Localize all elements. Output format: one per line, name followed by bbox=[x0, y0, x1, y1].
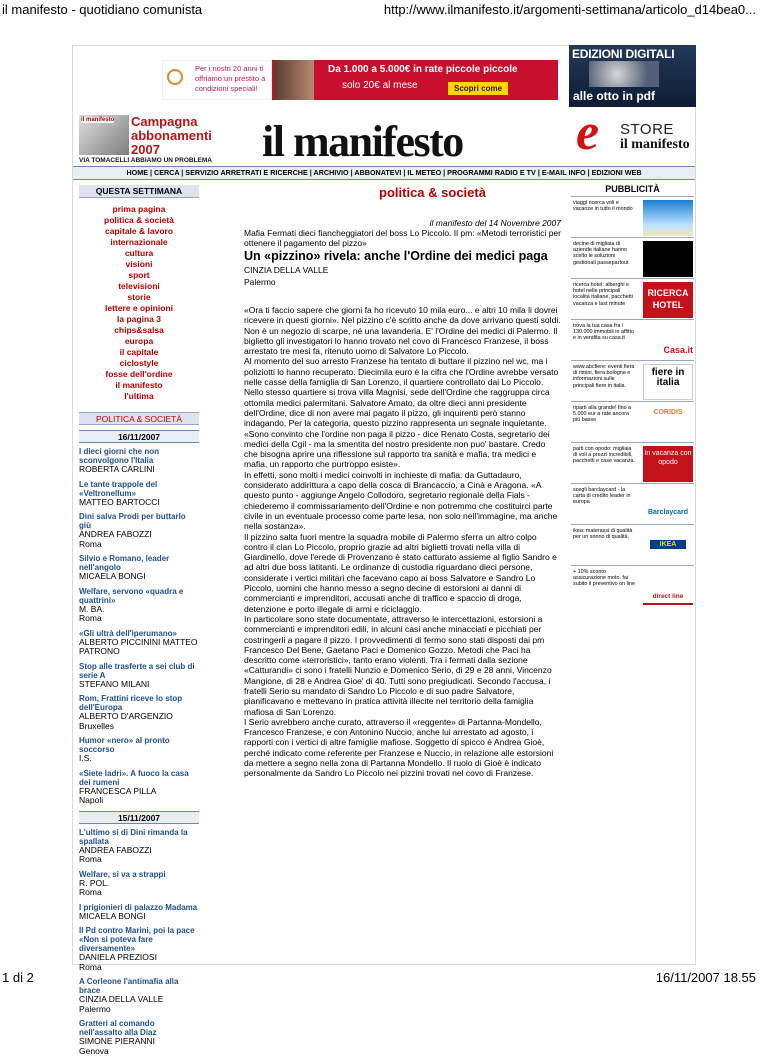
sponsor-ad-text[interactable]: ripartì alla grande! fino a 5.000 eur a rate ancora più basse bbox=[573, 405, 632, 424]
sidebar-section-link[interactable]: cultura bbox=[124, 248, 154, 258]
print-timestamp: 16/11/2007 18.55 bbox=[655, 970, 756, 985]
article-list-item bbox=[79, 662, 199, 690]
fiere-logo-icon[interactable]: fiere in italia bbox=[643, 364, 693, 400]
section-list bbox=[79, 198, 199, 406]
sponsor-ad-text[interactable]: www.abcfiere: eventi fiera di rimini, fiera bologna e informazioni sulle principali fiere in italia. bbox=[573, 364, 635, 389]
sidebar-section-link[interactable]: fosse dell'ordine bbox=[105, 369, 173, 379]
article-source: il manifesto del 14 Novembre 2007 bbox=[429, 218, 561, 228]
sidebar-section-link[interactable]: chips&salsa bbox=[114, 325, 164, 335]
sidebar-section-link[interactable]: il manifesto bbox=[115, 380, 163, 390]
main-nav[interactable]: HOME | CERCA | SERVIZIO ARRETRATI E RICERCHE | ARCHIVIO | ABBONATEVI | IL METEO | PROGRAMMI RADIO E TV | E-MAIL INFO | EDIZIONI WEB bbox=[73, 166, 695, 180]
sponsor-ad-text[interactable]: trova la tua casa fra i 130.000 immobili in affitto e in vendita su casa.it bbox=[573, 323, 635, 342]
directline-logo-icon[interactable]: direct line bbox=[643, 569, 693, 605]
article-author: ROBERTA CARLINI bbox=[79, 464, 155, 474]
article-link[interactable]: I dieci giorni che non sconvolgono l'Italia bbox=[79, 447, 160, 465]
hotel-logo-icon[interactable]: RICERCA HOTEL bbox=[643, 282, 693, 318]
sidebar-subheading: POLITICA & SOCIETÀ bbox=[79, 412, 199, 425]
article-link[interactable]: Humor «nero» al pronto soccorso bbox=[79, 736, 170, 754]
article-list-item bbox=[79, 1019, 199, 1056]
sidebar-section-link[interactable]: televisioni bbox=[118, 281, 160, 291]
sponsor-ad-text[interactable]: viaggi ricerca voli e vacanze in tutto il mondo bbox=[573, 200, 633, 213]
sidebar-section-link[interactable]: capitale & lavoro bbox=[104, 226, 174, 236]
store-e-logo: e bbox=[576, 104, 600, 161]
face-photo-icon bbox=[589, 61, 659, 87]
article-place: Roma bbox=[79, 538, 102, 549]
article-link[interactable]: Welfare, servono «quadra e quattrini» bbox=[79, 586, 184, 605]
sponsor-ad[interactable] bbox=[571, 360, 694, 401]
article-paragraph: I Serio avrebbero anche curato, attraverso il «reggente» di Partanna-Mondello, Francesco Franzese, e con Antonino Nuccio, anche lui arrestato ad agosto, i rapporti con i vertici di altre famiglie mafiose. Soggetto di spicco è Andrea Gioè, perché indicato come referente per Franzese e Nuccio, in relazione alle estorsioni da mettere a segno nella zona di Partanna Mondello. Il ruolo di Gioè è indicato personalmente da Sandro Lo Piccolo nei pizzini trovati nel covo di Franzese. bbox=[244, 716, 554, 779]
coridis-ad-text: Per i nostri 20 anni ti offriamo un prestito a condizioni speciali! bbox=[195, 64, 266, 93]
article-author: DANIELA PREZIOSI bbox=[79, 952, 157, 962]
sponsor-ad[interactable] bbox=[571, 401, 694, 442]
ikea-logo-icon[interactable] bbox=[643, 528, 693, 564]
sponsor-ad-text[interactable]: scegli barclaycard - la carta di credito leader in europa bbox=[573, 487, 631, 506]
sidebar-section-link[interactable]: il capitale bbox=[119, 347, 159, 357]
article-link[interactable]: «Siete ladri». A fuoco la casa dei rumeni bbox=[79, 768, 189, 787]
article-link[interactable]: Gratteri al comando nell'assalto alla Diaz bbox=[79, 1019, 157, 1037]
sidebar bbox=[79, 185, 199, 1061]
article-author: M. BA. bbox=[79, 603, 105, 614]
passepartout-logo-icon[interactable] bbox=[643, 241, 693, 277]
article-place: Napoli bbox=[79, 795, 104, 805]
date-heading: 15/11/2007 bbox=[79, 811, 199, 824]
article-author: MICAELA BONGI bbox=[79, 571, 146, 581]
article-author: ANDREA FABOZZI bbox=[79, 529, 152, 539]
sky-photo-icon[interactable] bbox=[643, 200, 693, 236]
sponsor-ad[interactable] bbox=[571, 442, 694, 483]
article-author: CINZIA DELLA VALLE bbox=[79, 994, 164, 1004]
article-author: R. POL. bbox=[79, 877, 110, 888]
sponsor-ad-text[interactable]: ikea: materassi di qualità per un sonno di qualità. bbox=[573, 528, 633, 541]
building-photo-icon bbox=[79, 115, 129, 155]
ads-list bbox=[571, 196, 694, 606]
article-link[interactable]: Dini salva Prodi per buttarlo giù bbox=[79, 512, 186, 530]
sidebar-section-link[interactable]: internazionale bbox=[110, 237, 168, 247]
loan-ad-line1: Da 1.000 a 5.000€ in rate piccole piccole bbox=[328, 64, 518, 75]
article-list-item bbox=[79, 480, 199, 508]
article-link[interactable]: A Corleone l'antimafia alla brace bbox=[79, 977, 179, 995]
sponsor-ad[interactable] bbox=[571, 483, 694, 524]
article-link[interactable]: I prigionieri di palazzo Madama bbox=[79, 902, 198, 912]
article-paragraph: Al momento del suo arresto Franzese ha tentato di buttare il pizzino nel wc, ma i poliziotti lo hanno recuperato. Diecimila euro è la cifra che l'Ordine avrebbe versato nelle casse della famiglia di San Lorenzo, il quartiere controllato dai Lo Piccolo. Nello stesso quartiere si trova villa Magnisi, sede dell'Ordine che raggruppa circa ottomila medici palermitani. Salvatore Amato, da oltre dieci anni presidente dell'Ordine, dice di non avere mai pagato il pizzo, gli inquirenti però stanno indagando. Per la categoria, questo pizzino rappresenta un segnale inquietante. «Sono convinto che l'ordine non paga il pizzo - dice Renato Costa, segretario dei medici della Cgil - ma la smentita del nostro presidente non puo' bastare. Credo che bisogna aprire una riflessione sul rapporto tra sanità e mafia, tra medici e mafia, un rapporto che purtroppo esiste». bbox=[244, 356, 559, 470]
article-place: Roma bbox=[79, 961, 102, 972]
article-list-item bbox=[79, 587, 199, 624]
article-author: MICAELA BONGI bbox=[79, 910, 146, 921]
opodo-logo-icon[interactable]: In vacanza con opodo bbox=[643, 446, 693, 482]
casa-logo-icon[interactable]: Casa.it bbox=[643, 323, 693, 359]
ikea-label: IKEA bbox=[650, 540, 686, 549]
article-author: STEFANO MILANI bbox=[79, 678, 150, 689]
article-list-item bbox=[79, 629, 199, 657]
sidebar-section-link[interactable]: politica & società bbox=[104, 215, 174, 225]
ads-heading: PUBBLICITÀ bbox=[605, 184, 660, 194]
sidebar-section-link[interactable]: la pagina 3 bbox=[117, 314, 161, 324]
sponsor-ad[interactable] bbox=[571, 278, 694, 319]
article-place: Bruxelles bbox=[79, 720, 114, 731]
print-page-title: il manifesto - quotidiano comunista bbox=[2, 2, 203, 17]
article-list-item bbox=[79, 447, 199, 475]
print-page-number: 1 di 2 bbox=[2, 970, 34, 985]
sidebar-section-link[interactable]: l'ultima bbox=[124, 391, 154, 401]
day2-article-list bbox=[79, 828, 199, 1057]
edizioni-digitali-ad[interactable] bbox=[569, 45, 696, 107]
sponsor-ad-text[interactable]: ricerca hotel: alberghi e hotel nelle principali località italiane, pacchetti vacanza e last minute bbox=[573, 282, 633, 307]
article-list-item bbox=[79, 926, 199, 972]
sponsor-ad-text[interactable]: decine di migliaia di aziende italiane hanno scelto le soluzioni gestionali passepartout bbox=[573, 241, 629, 266]
article-link[interactable]: Rom, Frattini riceve lo stop dell'Europa bbox=[79, 694, 183, 712]
sidebar-section-link[interactable]: europa bbox=[124, 336, 154, 346]
loan-ad-line2: solo 20€ al mese bbox=[342, 80, 418, 91]
article-author: MATTEO BARTOCCI bbox=[79, 496, 160, 507]
alle-otto-label: alle otto in pdf bbox=[573, 89, 655, 103]
coridis-ad[interactable] bbox=[162, 60, 272, 100]
day1-article-list bbox=[79, 447, 199, 806]
print-header bbox=[0, 0, 768, 22]
article-title: Un «pizzino» rivela: anche l'Ordine dei medici paga bbox=[244, 249, 548, 263]
sponsor-ad-text[interactable]: parti con opodo: migliaia di voli a prezzi incredibili, pacchetti e case vacanza. bbox=[573, 446, 636, 465]
article-place: Roma bbox=[79, 854, 102, 864]
article-list-item bbox=[79, 694, 199, 731]
sponsor-ad[interactable] bbox=[571, 237, 694, 278]
article-list-item bbox=[79, 903, 199, 922]
sidebar-heading: QUESTA SETTIMANA bbox=[79, 185, 199, 198]
article-place: Genova bbox=[79, 1045, 109, 1056]
coridis-logo-icon bbox=[167, 69, 183, 85]
article-paragraph: Il pizzino salta fuori mentre la squadra mobile di Palermo sferra un altro colpo contro il clan Lo Piccolo, proprio grazie ad altri biglietti trovati nella villa di Giardinello, dove l'erede di Provenzano è stato catturato assieme al figlio Sandro e ad altri due boss latitanti. Le ordinanze di custodia riguardano dieci persone, considerate i vertici militari che facevano capo ai boss Salvatore e Sandro Lo Piccolo, uomini che hanno messo a segno decine di estorsioni ai danni di commercianti e imprenditori, accusati anche di traffico e spaccio di droga, detenzione e porto illegale di armi e riciclaggio. bbox=[244, 531, 557, 614]
sponsor-ad[interactable] bbox=[571, 196, 694, 237]
ads-column bbox=[571, 182, 694, 606]
article-section: politica & società bbox=[379, 185, 486, 200]
sidebar-section-link[interactable]: prima pagina bbox=[112, 204, 166, 214]
article-list-item bbox=[79, 870, 199, 898]
sponsor-ad[interactable] bbox=[571, 319, 694, 360]
article-link[interactable]: Welfare, si va a strappi bbox=[79, 869, 166, 879]
article-list-item bbox=[79, 769, 199, 806]
sponsor-ad[interactable] bbox=[571, 524, 694, 565]
article-link[interactable]: L'ultimo si di Dini rimanda la spallata bbox=[79, 827, 188, 846]
masthead-logo[interactable]: il manifesto bbox=[262, 117, 463, 166]
man-photo-icon bbox=[274, 60, 314, 100]
abb-title: Campagna abbonamenti 2007 bbox=[131, 114, 212, 157]
article-place: Palermo bbox=[79, 1003, 111, 1014]
store-ad[interactable] bbox=[574, 103, 694, 161]
article-list-item bbox=[79, 554, 199, 582]
article-author: FRANCESCA PILLA bbox=[79, 785, 157, 796]
print-footer bbox=[0, 968, 768, 990]
article-place: Roma bbox=[79, 613, 102, 623]
sidebar-section-link[interactable]: lettere e opinioni bbox=[104, 303, 173, 313]
abb-slogan: VIA TOMACELLI ABBIAMO UN PROBLEMA bbox=[79, 157, 213, 164]
sidebar-section-link[interactable]: visioni bbox=[125, 259, 153, 269]
article bbox=[244, 185, 561, 779]
article-author: ALBERTO PICCININI MATTEO PATRONO bbox=[79, 636, 198, 656]
sidebar-section-link[interactable]: sport bbox=[128, 270, 150, 280]
article-list-item bbox=[79, 736, 199, 764]
article-link[interactable]: Silvio e Romano, leader nell'angolo bbox=[79, 554, 170, 572]
article-link[interactable]: Stop alle trasferte a sei club di serie A bbox=[79, 661, 195, 680]
article-link[interactable]: «Gli ultrà dell'iperumano» bbox=[79, 628, 177, 638]
article-list-item bbox=[79, 512, 199, 549]
article-link[interactable]: Il Pd contro Marini, poi la pace «Non si poteva fare diversamente» bbox=[79, 926, 195, 953]
print-page-url: http://www.ilmanifesto.it/argomenti-settimana/articolo_d14bea0... bbox=[383, 2, 756, 17]
article-paragraph: In effetti, sono molti i medici coinvolti in inchieste di mafia: da Guttadauro, considerato addirittura a capo della cosca di Brancaccio, a Cinà e Aragona. «A questo punto - aggiunge Angelo Collodoro, segretario regionale della Fials - chiederemo il commissariamento dell'Ordine e non potremmo che costituirci parte civile in un eventuale processo come parte lesa, non solo nell'immagine, ma anche nella sostanza». bbox=[244, 469, 558, 532]
store-brand: il manifesto bbox=[620, 137, 690, 152]
abb-photo-label: il manifesto bbox=[81, 117, 115, 123]
article-author: I.S. bbox=[79, 753, 92, 763]
article-author: CINZIA DELLA VALLE bbox=[244, 265, 329, 275]
barclaycard-logo-icon[interactable]: Barclaycard bbox=[643, 487, 693, 523]
article-author: SIMONE PIERANNI bbox=[79, 1036, 156, 1046]
article-place: Roma bbox=[79, 887, 102, 897]
article-author: ANDREA FABOZZI bbox=[79, 844, 152, 855]
article-paragraph: In particolare sono state documentate, attraverso le intercettazioni, estorsioni a commercianti e imprenditori edili, in alcuni casi anche minacciati e picchiati per costringerli a pagare il pizzo. I provvedimenti di fermo sono stati disposti dai pm Francesco Del Bene, Gaetano Paci e Domenico Gozzo. Metodi che Paci ha descritto come «terroristici», tanto erano violenti. Tra i fermati dalla sezione «Catturandi» ci sono i fratelli Nunzio e Domenico Serio, di 29 e 28 anni, Vincenzo Mangione, di 28 e Andrea Gioe' di 40. Tutti sono pregiudicati. Secondo l'accusa, i fratelli Serio su mandato di Sandro Lo Piccolo e di suo padre Salvatore, pianificavano e mettevano in pratica attività illecite nel territorio della famiglia mafiosa di San Lorenzo. bbox=[244, 613, 552, 717]
top-banner-ad[interactable] bbox=[162, 60, 558, 100]
store-label: STORE bbox=[620, 121, 674, 138]
sponsor-ad-text[interactable]: + 10% sconto assicurazione moto. fai subito il preventivo on line bbox=[573, 569, 636, 588]
coridis-logo-icon[interactable]: CORIDIS bbox=[643, 405, 693, 441]
sponsor-ad[interactable] bbox=[571, 565, 694, 606]
date-heading: 16/11/2007 bbox=[79, 430, 199, 443]
sidebar-section-link[interactable]: storie bbox=[127, 292, 151, 302]
scopri-come-button[interactable]: Scopri come bbox=[448, 82, 508, 95]
article-place: Palermo bbox=[244, 277, 276, 287]
article-body bbox=[244, 305, 561, 779]
edizioni-digitali-label: EDIZIONI DIGITALI bbox=[572, 47, 675, 61]
article-link[interactable]: Le tante trappole del «Veltronellum» bbox=[79, 479, 158, 498]
article-author: ALBERTO D'ARGENZIO bbox=[79, 711, 173, 721]
article-paragraph: «Ora ti faccio sapere che giorni fa ho ricevuto 10 mila euro... e altri 10 mila li dovrei ricevere in questi giorni». Nel pizzino c'è scritto anche da dove arrivano questi soldi. Non è un negozio di scarpe, né una lavanderia. E' l'Ordine dei medici di Palermo. Il biglietto gli investigatori lo hanno trovato nel covo di Francesco Franzese, il boss arrestato tre mesi fa, ritenuto uomo di Salvatore Lo Piccolo. bbox=[244, 305, 561, 357]
article-list-item bbox=[79, 828, 199, 865]
loan-ad[interactable] bbox=[272, 60, 558, 100]
abbonamenti-ad[interactable] bbox=[79, 114, 213, 165]
article-kicker: Mafia Fermati dieci fiancheggiatori del boss Lo Piccolo. Il pm: «Metodi terroristici per ottenere il pagamento del pizzo» bbox=[244, 228, 561, 248]
sidebar-section-link[interactable]: ciclostyle bbox=[119, 358, 159, 368]
